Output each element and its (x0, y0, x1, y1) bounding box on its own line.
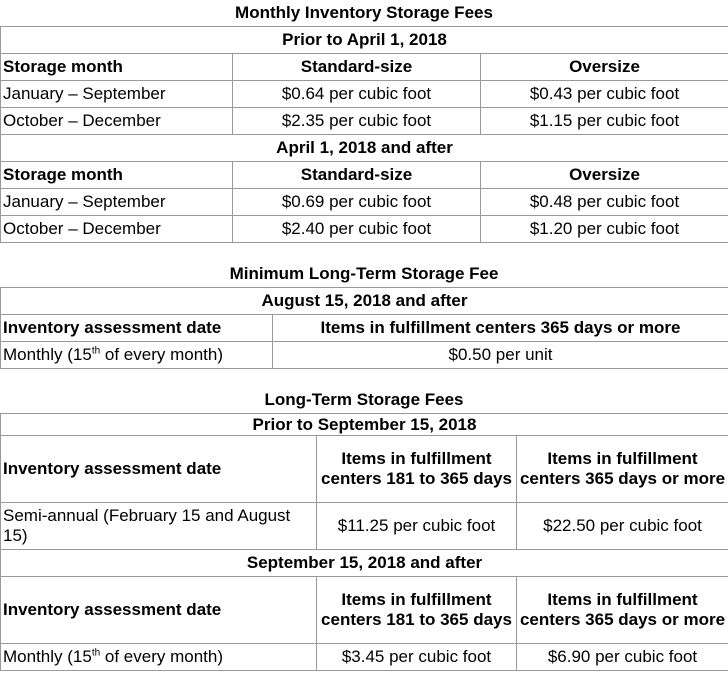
table-row (1, 108, 728, 135)
date-text: of every month) (100, 345, 223, 364)
table-cell: $1.15 per cubic foot (481, 108, 728, 135)
column-header: Items in fulfillment centers 181 to 365 days (317, 577, 517, 644)
table-row (1, 342, 728, 369)
table-cell: $0.43 per cubic foot (481, 81, 728, 108)
header-row (1, 577, 728, 644)
table-cell: $0.69 per cubic foot (233, 189, 481, 216)
long-term-fees-table (0, 413, 728, 671)
date-text: Monthly (15 (3, 647, 92, 666)
table-cell: $22.50 per cubic foot (517, 503, 728, 550)
table-cell: $2.40 per cubic foot (233, 216, 481, 243)
date-text: Monthly (15 (3, 345, 92, 364)
table-cell: $0.64 per cubic foot (233, 81, 481, 108)
table-row (1, 503, 728, 550)
column-header: Storage month (1, 54, 233, 81)
header-row (1, 315, 728, 342)
period-label: September 15, 2018 and after (1, 550, 728, 577)
header-row (1, 162, 728, 189)
table-cell: October – December (1, 108, 233, 135)
column-header: Items in fulfillment centers 365 days or more (517, 436, 728, 503)
table-cell: October – December (1, 216, 233, 243)
table-cell: $0.50 per unit (273, 342, 728, 369)
period-label: August 15, 2018 and after (1, 288, 728, 315)
long-term-fees-title: Long-Term Storage Fees (264, 390, 464, 409)
column-header: Inventory assessment date (1, 436, 317, 503)
column-header: Standard-size (233, 54, 481, 81)
period-label: Prior to April 1, 2018 (1, 27, 728, 54)
period-label: April 1, 2018 and after (1, 135, 728, 162)
section-gap (0, 243, 728, 261)
monthly-fees-table (0, 26, 728, 243)
table-row (1, 81, 728, 108)
monthly-fees-title: Monthly Inventory Storage Fees (235, 3, 493, 22)
table-cell: January – September (1, 189, 233, 216)
date-text: of every month) (100, 647, 223, 666)
ordinal-suffix: th (91, 345, 101, 357)
column-header: Storage month (1, 162, 233, 189)
header-row (1, 54, 728, 81)
header-row (1, 436, 728, 503)
table-cell (1, 342, 273, 369)
table-cell: $11.25 per cubic foot (317, 503, 517, 550)
period-row (1, 27, 728, 54)
table-cell: Semi-annual (February 15 and August 15) (1, 503, 317, 550)
ordinal-suffix: th (91, 647, 101, 659)
minimum-fee-title: Minimum Long-Term Storage Fee (229, 264, 499, 283)
section-gap (0, 369, 728, 387)
table-cell: $6.90 per cubic foot (517, 644, 728, 671)
period-row (1, 135, 728, 162)
table-row (1, 644, 728, 671)
table-cell (1, 644, 317, 671)
table-cell: $3.45 per cubic foot (317, 644, 517, 671)
table-cell: $2.35 per cubic foot (233, 108, 481, 135)
column-header: Items in fulfillment centers 365 days or more (517, 577, 728, 644)
column-header: Oversize (481, 54, 728, 81)
period-row (1, 288, 728, 315)
column-header: Items in fulfillment centers 365 days or more (273, 315, 728, 342)
column-header: Inventory assessment date (1, 315, 273, 342)
minimum-fee-table (0, 287, 728, 369)
column-header: Oversize (481, 162, 728, 189)
column-header: Standard-size (233, 162, 481, 189)
period-label: Prior to September 15, 2018 (1, 414, 728, 436)
table-row (1, 189, 728, 216)
column-header: Inventory assessment date (1, 577, 317, 644)
period-row (1, 550, 728, 577)
table-cell: $0.48 per cubic foot (481, 189, 728, 216)
table-cell: January – September (1, 81, 233, 108)
table-cell: $1.20 per cubic foot (481, 216, 728, 243)
period-row (1, 414, 728, 436)
table-row (1, 216, 728, 243)
column-header: Items in fulfillment centers 181 to 365 days (317, 436, 517, 503)
